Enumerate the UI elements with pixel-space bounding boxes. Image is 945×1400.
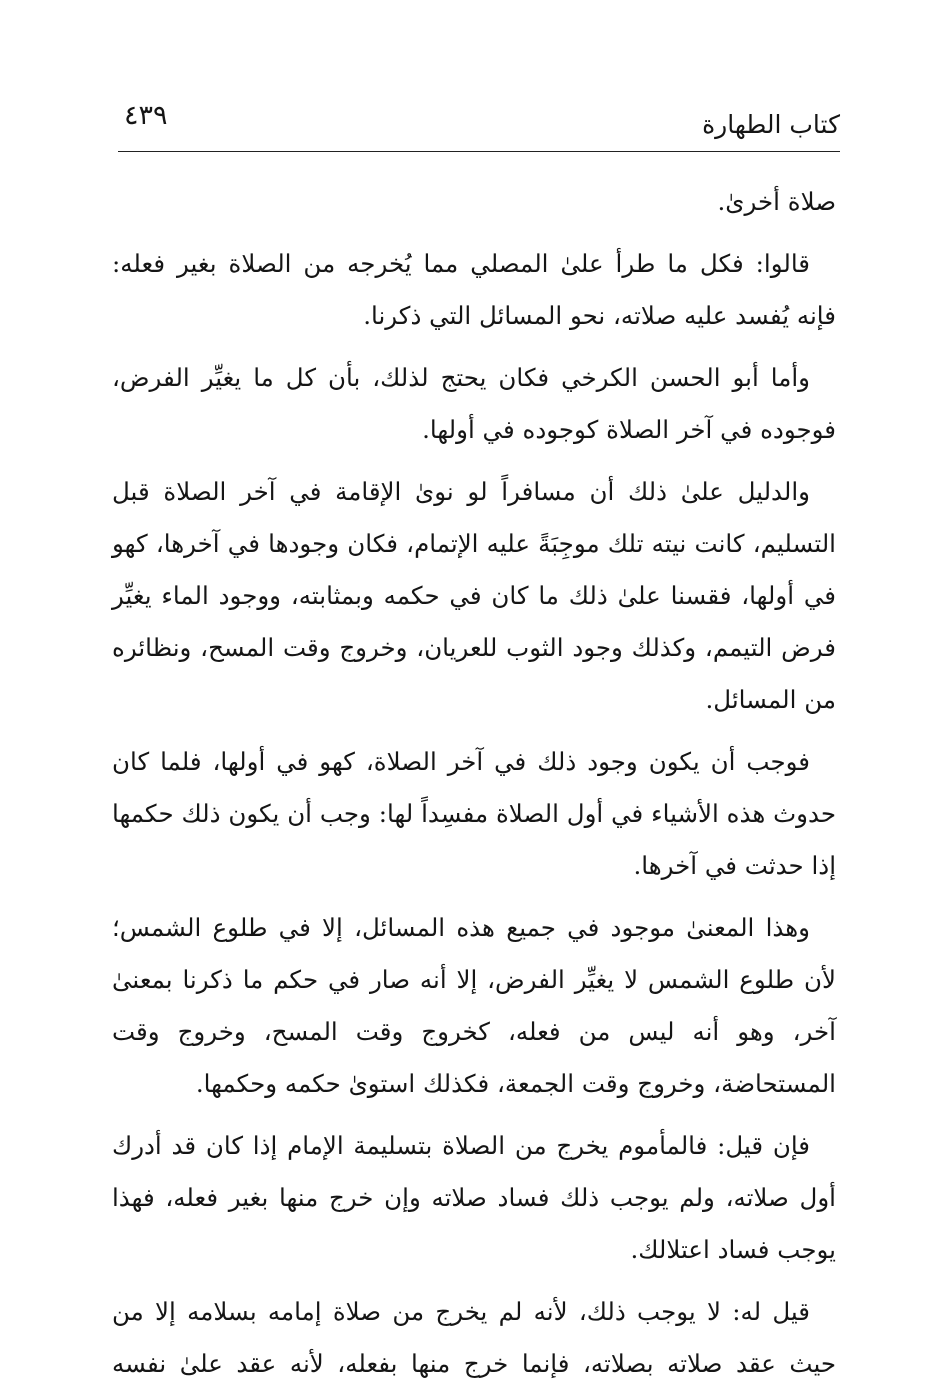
paragraph: فإن قيل: فالمأموم يخرج من الصلاة بتسليمة الإمام إذا كان قد أدرك أول صلاته، ولم يوجب ذلك فساد صلاته وإن خرج منها بغير فعله، فهذا يوجب فساد اعتلالك. — [112, 1131, 836, 1264]
header-rule — [118, 151, 840, 152]
paragraph: قالوا: فكل ما طرأ علىٰ المصلي مما يُخرجه من الصلاة بغير فعله: فإنه يُفسد عليه صلاته، نحو المسائل التي ذكرنا. — [112, 249, 836, 330]
running-header — [118, 100, 840, 148]
body-text — [112, 176, 836, 1400]
paragraph: فوجب أن يكون وجود ذلك في آخر الصلاة، كهو في أولها، فلما كان حدوث هذه الأشياء في أول الصلاة مفسِداً لها: وجب أن يكون ذلك حكمها إذا حدثت في آخرها. — [112, 747, 836, 880]
paragraph: وأما أبو الحسن الكرخي فكان يحتج لذلك، بأن كل ما يغيِّر الفرض، فوجوده في آخر الصلاة كوجوده في أولها. — [112, 363, 836, 444]
paragraph: وهذا المعنىٰ موجود في جميع هذه المسائل، إلا في طلوع الشمس؛ لأن طلوع الشمس لا يغيِّر الفرض، إلا أنه صار في حكم ما ذكرنا بمعنىٰ آخر، وهو أنه ليس من فعله، كخروج وقت المسح، وخروج وقت المستحاضة، وخروج وقت الجمعة، فكذلك استوىٰ حكمه وحكمها. — [112, 913, 836, 1098]
paragraph: قيل له: لا يوجب ذلك، لأنه لم يخرج من صلاة إمامه بسلامه إلا من حيث عقد صلاته بصلاته، فإنما خرج منها بفعله، لأنه عقد علىٰ نفسه — [112, 1297, 836, 1378]
paragraph: صلاة أخرىٰ. — [717, 187, 836, 216]
book-title: كتاب الطهارة — [702, 110, 840, 139]
paragraph: والدليل علىٰ ذلك أن مسافراً لو نوىٰ الإقامة في آخر الصلاة قبل التسليم، كانت نيته تلك موجِبَةً عليه الإتمام، فكان وجودها في آخرها، كهو في أولها، فقسنا علىٰ ذلك ما كان في حكمه وبمثابته، ووجود الماء يغيِّر فرض التيمم، وكذلك وجود الثوب للعريان، وخروج وقت المسح، ونظائره من المسائل. — [112, 477, 836, 714]
page-number: ٤٣٩ — [124, 100, 168, 131]
